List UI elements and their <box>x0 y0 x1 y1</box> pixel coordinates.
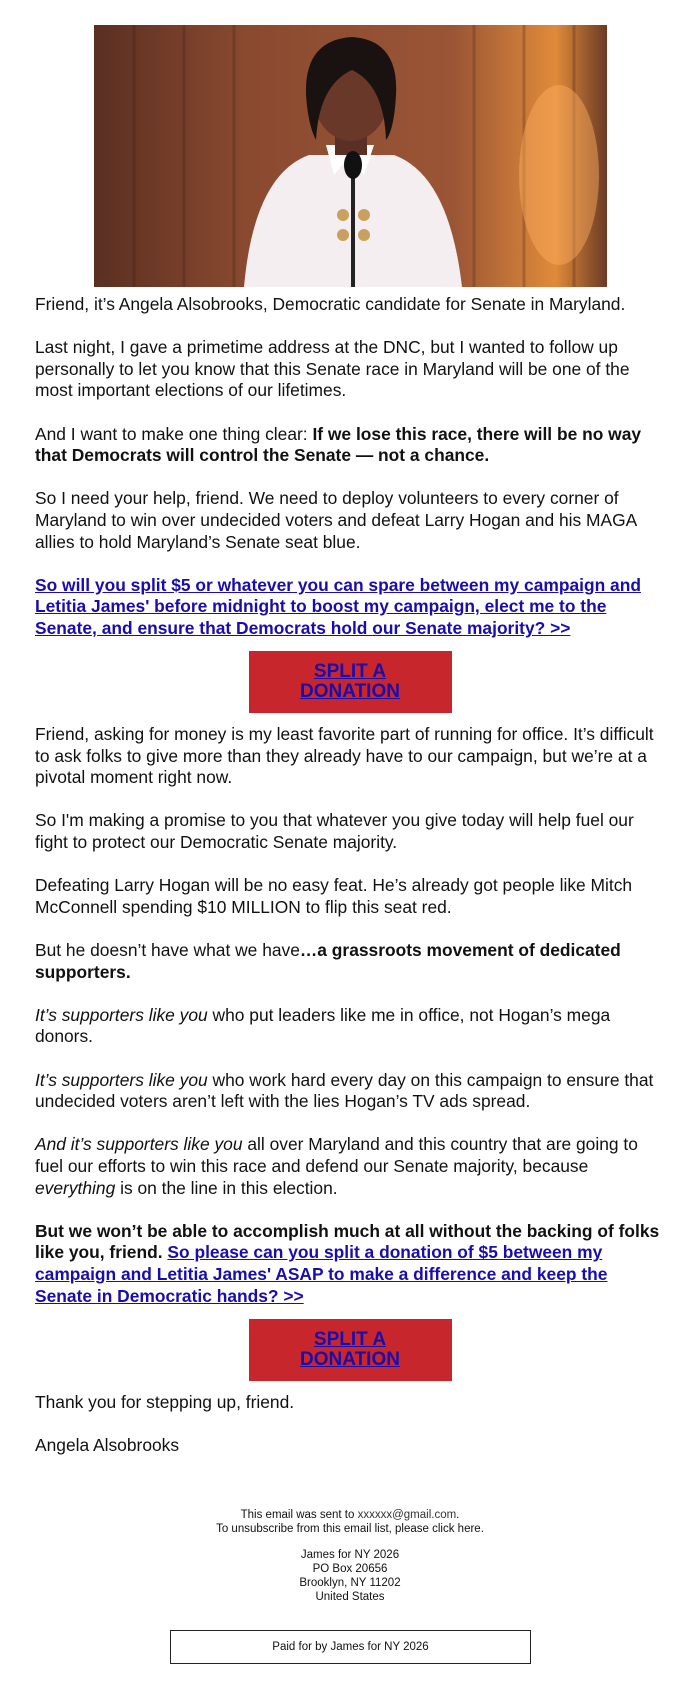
paragraph-text: But he doesn’t have what we have <box>35 940 300 961</box>
mailing-address <box>0 1548 700 1604</box>
signature: Angela Alsobrooks <box>35 1434 180 1455</box>
split-donation-button-2[interactable] <box>249 1319 452 1381</box>
paragraph-clear <box>35 424 665 467</box>
email-body <box>35 294 665 1478</box>
italic-text: It’s supporters like you <box>35 1069 208 1090</box>
paragraph-hogan: Defeating Larry Hogan will be no easy feat. He’s already got people like Mitch McConnell spending $10 MILLION to flip this seat red. <box>35 875 633 917</box>
address-city: Brooklyn, NY 11202 <box>299 1577 401 1589</box>
button-label-line2: DONATION <box>300 681 400 703</box>
address-po-box: PO Box 20656 <box>312 1563 388 1575</box>
italic-text: It’s supporters like you <box>35 1004 208 1025</box>
intro-paragraph: Friend, it’s Angela Alsobrooks, Democratic candidate for Senate in Maryland. <box>35 294 626 314</box>
paragraph-supporters-3 <box>35 1134 665 1199</box>
paragraph-link1 <box>35 575 665 640</box>
paragraph-money: Friend, asking for money is my least favorite part of running for office. It’s difficult to ask folks to give more than they already have to our campaign, but we’re at a pivotal moment right now. <box>35 724 654 788</box>
paid-for-disclaimer: Paid for by James for NY 2026 <box>170 1630 531 1664</box>
footer-text: . <box>480 1523 484 1535</box>
footer-text: . <box>456 1509 460 1521</box>
paragraph-link2 <box>35 1221 665 1307</box>
paragraph-supporters-2 <box>35 1070 665 1113</box>
paragraph-text: who put leaders like me in office, not Hogan’s mega donors. <box>35 1004 611 1047</box>
unsubscribe-link[interactable]: click here <box>432 1523 481 1535</box>
hero-photo <box>94 25 607 287</box>
address-org: James for NY 2026 <box>300 1549 400 1561</box>
paragraph-text: And I want to make one thing clear: <box>35 423 313 444</box>
paragraph-supporters-1 <box>35 1005 665 1048</box>
paragraph-dnc: Last night, I gave a primetime address at the DNC, but I wanted to follow up personally to let you know that this Senate race in Maryland will be one of the most important elections of our lifetimes. <box>35 337 630 401</box>
bold-text: …a grassroots movement of dedicated supporters. <box>35 940 621 982</box>
donate-link-1[interactable]: So will you split $5 or whatever you can spare between my campaign and Letitia James' before midnight to boost my campaign, elect me to the Senate, and ensure that Democrats hold our Senate majority? >> <box>35 574 641 638</box>
split-donation-button-1[interactable] <box>249 651 452 713</box>
button-label-line1: SPLIT A <box>313 661 387 683</box>
paragraph-text: is on the line in this election. <box>115 1177 338 1198</box>
donate-link-2[interactable]: So please can you split a donation of $5 between my campaign and Letitia James' ASAP to make a difference and keep the Senate in Democratic hands? >> <box>35 1242 608 1306</box>
button-label-line1: SPLIT A <box>313 1328 387 1350</box>
sent-to-line <box>0 1508 700 1522</box>
italic-text: And it’s supporters like you <box>35 1134 243 1155</box>
button-container <box>35 651 665 713</box>
speaker-photo <box>94 25 607 287</box>
bold-text: If we lose this race, there will be no way that Democrats will control the Senate — not a chance. <box>35 423 642 466</box>
email-footer <box>0 1508 700 1604</box>
footer-text: To unsubscribe from this email list, please <box>216 1523 433 1535</box>
paragraph-promise: So I'm making a promise to you that whatever you give today will help fuel our fight to protect our Democratic Senate majority. <box>35 810 634 853</box>
paragraph-text: who work hard every day on this campaign to ensure that undecided voters aren’t left with the lies Hogan’s TV ads spread. <box>35 1069 654 1112</box>
paragraph-grassroots <box>35 940 665 983</box>
italic-text: everything <box>35 1177 116 1198</box>
address-country: United States <box>315 1591 385 1603</box>
unsubscribe-line <box>0 1522 700 1536</box>
paragraph-text: all over Maryland and this country that are going to fuel our efforts to win this race and defend our Senate majority, because <box>35 1134 638 1176</box>
paragraph-volunteers: So I need your help, friend. We need to deploy volunteers to every corner of Maryland to win over undecided voters and defeat Larry Hogan and his MAGA allies to hold Maryland’s Senate seat blue. <box>35 488 637 552</box>
button-label-line2: DONATION <box>300 1348 400 1370</box>
paragraph-thanks: Thank you for stepping up, friend. <box>35 1391 295 1412</box>
footer-text: This email was sent to <box>240 1509 358 1521</box>
recipient-email: xxxxxx@gmail.com <box>357 1509 457 1521</box>
button-container <box>35 1319 665 1381</box>
bold-text: But we won’t be able to accomplish much at all without the backing of folks like you, friend. <box>35 1220 660 1263</box>
